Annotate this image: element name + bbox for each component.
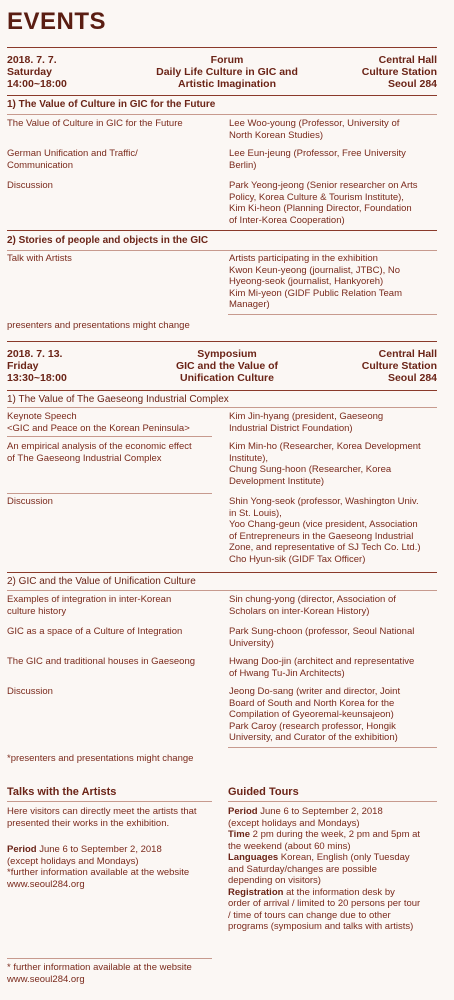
event2-time: 13:30~18:00 bbox=[7, 372, 67, 384]
divider bbox=[7, 114, 437, 115]
page-title: EVENTS bbox=[7, 8, 107, 35]
event1-section2-title: 2) Stories of people and objects in the GIC bbox=[7, 235, 209, 246]
event2-day: Friday bbox=[7, 360, 39, 372]
event1-time: 14:00~18:00 bbox=[7, 78, 67, 90]
event1-name-2: Artistic Imagination bbox=[177, 78, 276, 90]
event1-venue-3: Seoul 284 bbox=[387, 78, 437, 90]
tours-details: Period June 6 to September 2, 2018 (except holidays and Mondays) Time 2 pm during the week, 2 pm and 5pm at the weekend (about 60 mins) Languages Korean, English (only Tuesday and Saturday/changes are possible depending on visitors) Registration at the information desk by order of arrival / limited to 20 persons per tour / time of tours can change due to other programs (symposium and talks with artists) bbox=[228, 806, 421, 932]
event2-name-2: Unification Culture bbox=[180, 372, 274, 384]
divider bbox=[7, 250, 437, 251]
events-page: EVENTS 2018. 7. 7. Saturday 14:00~18:00 Forum Daily Life Culture in GIC and Artistic Imagination Central Hall Culture Station Seoul 284 1) The Value of Culture in GIC for the Future The Value of Culture in GIC for the Future Lee Woo-young (Professor, University of North Korean Studies) German Unification and Traffic/ Communication Lee Eun-jeung (Professor, Free University Berlin) Discussion Park Yeong-jeong (Senior researcher on Arts Policy, Korea Culture & Tourism Institute), Kim Ki-heon (Planning Director, Foundation of Inter-Korea Cooperation) 2) Stories of people and objects in the GIC Talk with Artists Artists participating in the exhibition Kwon Keun-yeong (journalist, JTBC), No Hyeong-seok (journalist, Hankyoreh) Kim Mi-yeon (GIDF Public Relation Team Manager) presenters and presentations might change 2018. 7. 13. Friday 13:30~18:00 Symposium GIC and the Value of Unification Culture Central Hall Culture Station Seoul 284 1) The Value of The Gaeseong Industrial Complex Keynote Speech <GIC and Peace on the Korean Peninsula> Kim Jin-hyang (president, Gaeseong Industrial District Foundation) An empirical analysis of the economic effect of The Gaeseong Industrial Complex Kim Min-ho (Researcher, Korea Development Institute), Chung Sung-hoon (Researcher, Korea Development Institute) Discussion Shin Yong-seok (professor, Washington Univ. in St. Louis), Yoo Chang-geun (vice president, Association of Entrepreneurs in the Gaeseong Industrial Zone, and representative of SJ Tech Co. Ltd.) Cho Hyun-sik (GIDF Tax Officer) 2) GIC and the Value of Unification Culture Examples of integration in inter-Korean culture history Sin chung-yong (director, Association of Scholars on inter-Korean History) GIC as a space of a Culture of Integration Park Sung-choon (professor, Seoul National University) The GIC and traditional houses in Gaeseong Hwang Doo-jin (architect and representative of Hwang Tu-Jin Architects) Discussion Jeong Do-sang (writer and director, Joint Board of South and North Korea for the Compilation of Gyeoremal-keunsajeon) Park Caroy (research professor, Hongik University, and Curator of the exhibition) *presenters and presentations might change Talks with the Artists Here visitors can directly meet the artists that presented their works in the exhibition. Period June 6 to September 2, 2018 (except holidays and Mondays) *further information available at the website www.seoul284.org Guided Tours Period June 6 to September 2, 2018 (except holidays and Mondays) Time 2 pm during the week, 2 pm and 5pm at the weekend (about 60 mins) Languages Korean, English (only Tuesday and Saturday/changes are possible depending on visitors) Registration at the information desk by order of arrival / limited to 20 persons per tour / time of tours can change due to other programs (symposium and talks with artists) * further information available at the website www.seoul284.org bbox=[0, 0, 454, 1000]
divider bbox=[7, 341, 437, 342]
event2-venue-3: Seoul 284 bbox=[387, 372, 437, 384]
event2-date: 2018. 7. 13. bbox=[7, 348, 63, 360]
divider bbox=[7, 590, 437, 591]
divider bbox=[7, 493, 212, 494]
event2-type: Symposium bbox=[197, 348, 257, 360]
event1-name: Daily Life Culture in GIC and bbox=[156, 66, 298, 78]
divider bbox=[7, 407, 437, 408]
event1-venue: Central Hall bbox=[378, 54, 437, 66]
divider bbox=[7, 390, 437, 391]
event1-venue-2: Culture Station bbox=[361, 66, 437, 78]
tours-heading: Guided Tours bbox=[228, 786, 299, 798]
divider bbox=[7, 230, 437, 231]
talks-description: Here visitors can directly meet the artists that presented their works in the exhibition. bbox=[7, 806, 197, 829]
divider bbox=[7, 958, 212, 959]
event1-section1-title: 1) The Value of Culture in GIC for the Future bbox=[7, 99, 216, 110]
divider bbox=[228, 747, 437, 748]
event2-section1-title: 1) The Value of The Gaeseong Industrial Complex bbox=[7, 394, 229, 405]
event1-day: Saturday bbox=[7, 66, 52, 78]
divider bbox=[7, 47, 437, 48]
event1-type: Forum bbox=[210, 54, 244, 66]
talks-period: Period June 6 to September 2, 2018 (except holidays and Mondays) *further information available at the website www.seoul284.org bbox=[7, 844, 190, 890]
divider bbox=[7, 436, 212, 437]
divider bbox=[228, 801, 437, 802]
divider bbox=[7, 95, 437, 96]
divider bbox=[7, 572, 437, 573]
divider bbox=[228, 314, 437, 315]
event2-section2-title: 2) GIC and the Value of Unification Culture bbox=[7, 576, 196, 587]
event2-venue: Central Hall bbox=[378, 348, 437, 360]
footer-note: * further information available at the website www.seoul284.org bbox=[7, 962, 192, 985]
event1-date: 2018. 7. 7. bbox=[7, 54, 57, 66]
event2-venue-2: Culture Station bbox=[361, 360, 437, 372]
divider bbox=[7, 801, 212, 802]
event2-name: GIC and the Value of bbox=[175, 360, 279, 372]
event1-note: presenters and presentations might change bbox=[7, 320, 190, 331]
event2-note: *presenters and presentations might change bbox=[7, 753, 194, 764]
talks-heading: Talks with the Artists bbox=[7, 786, 117, 798]
